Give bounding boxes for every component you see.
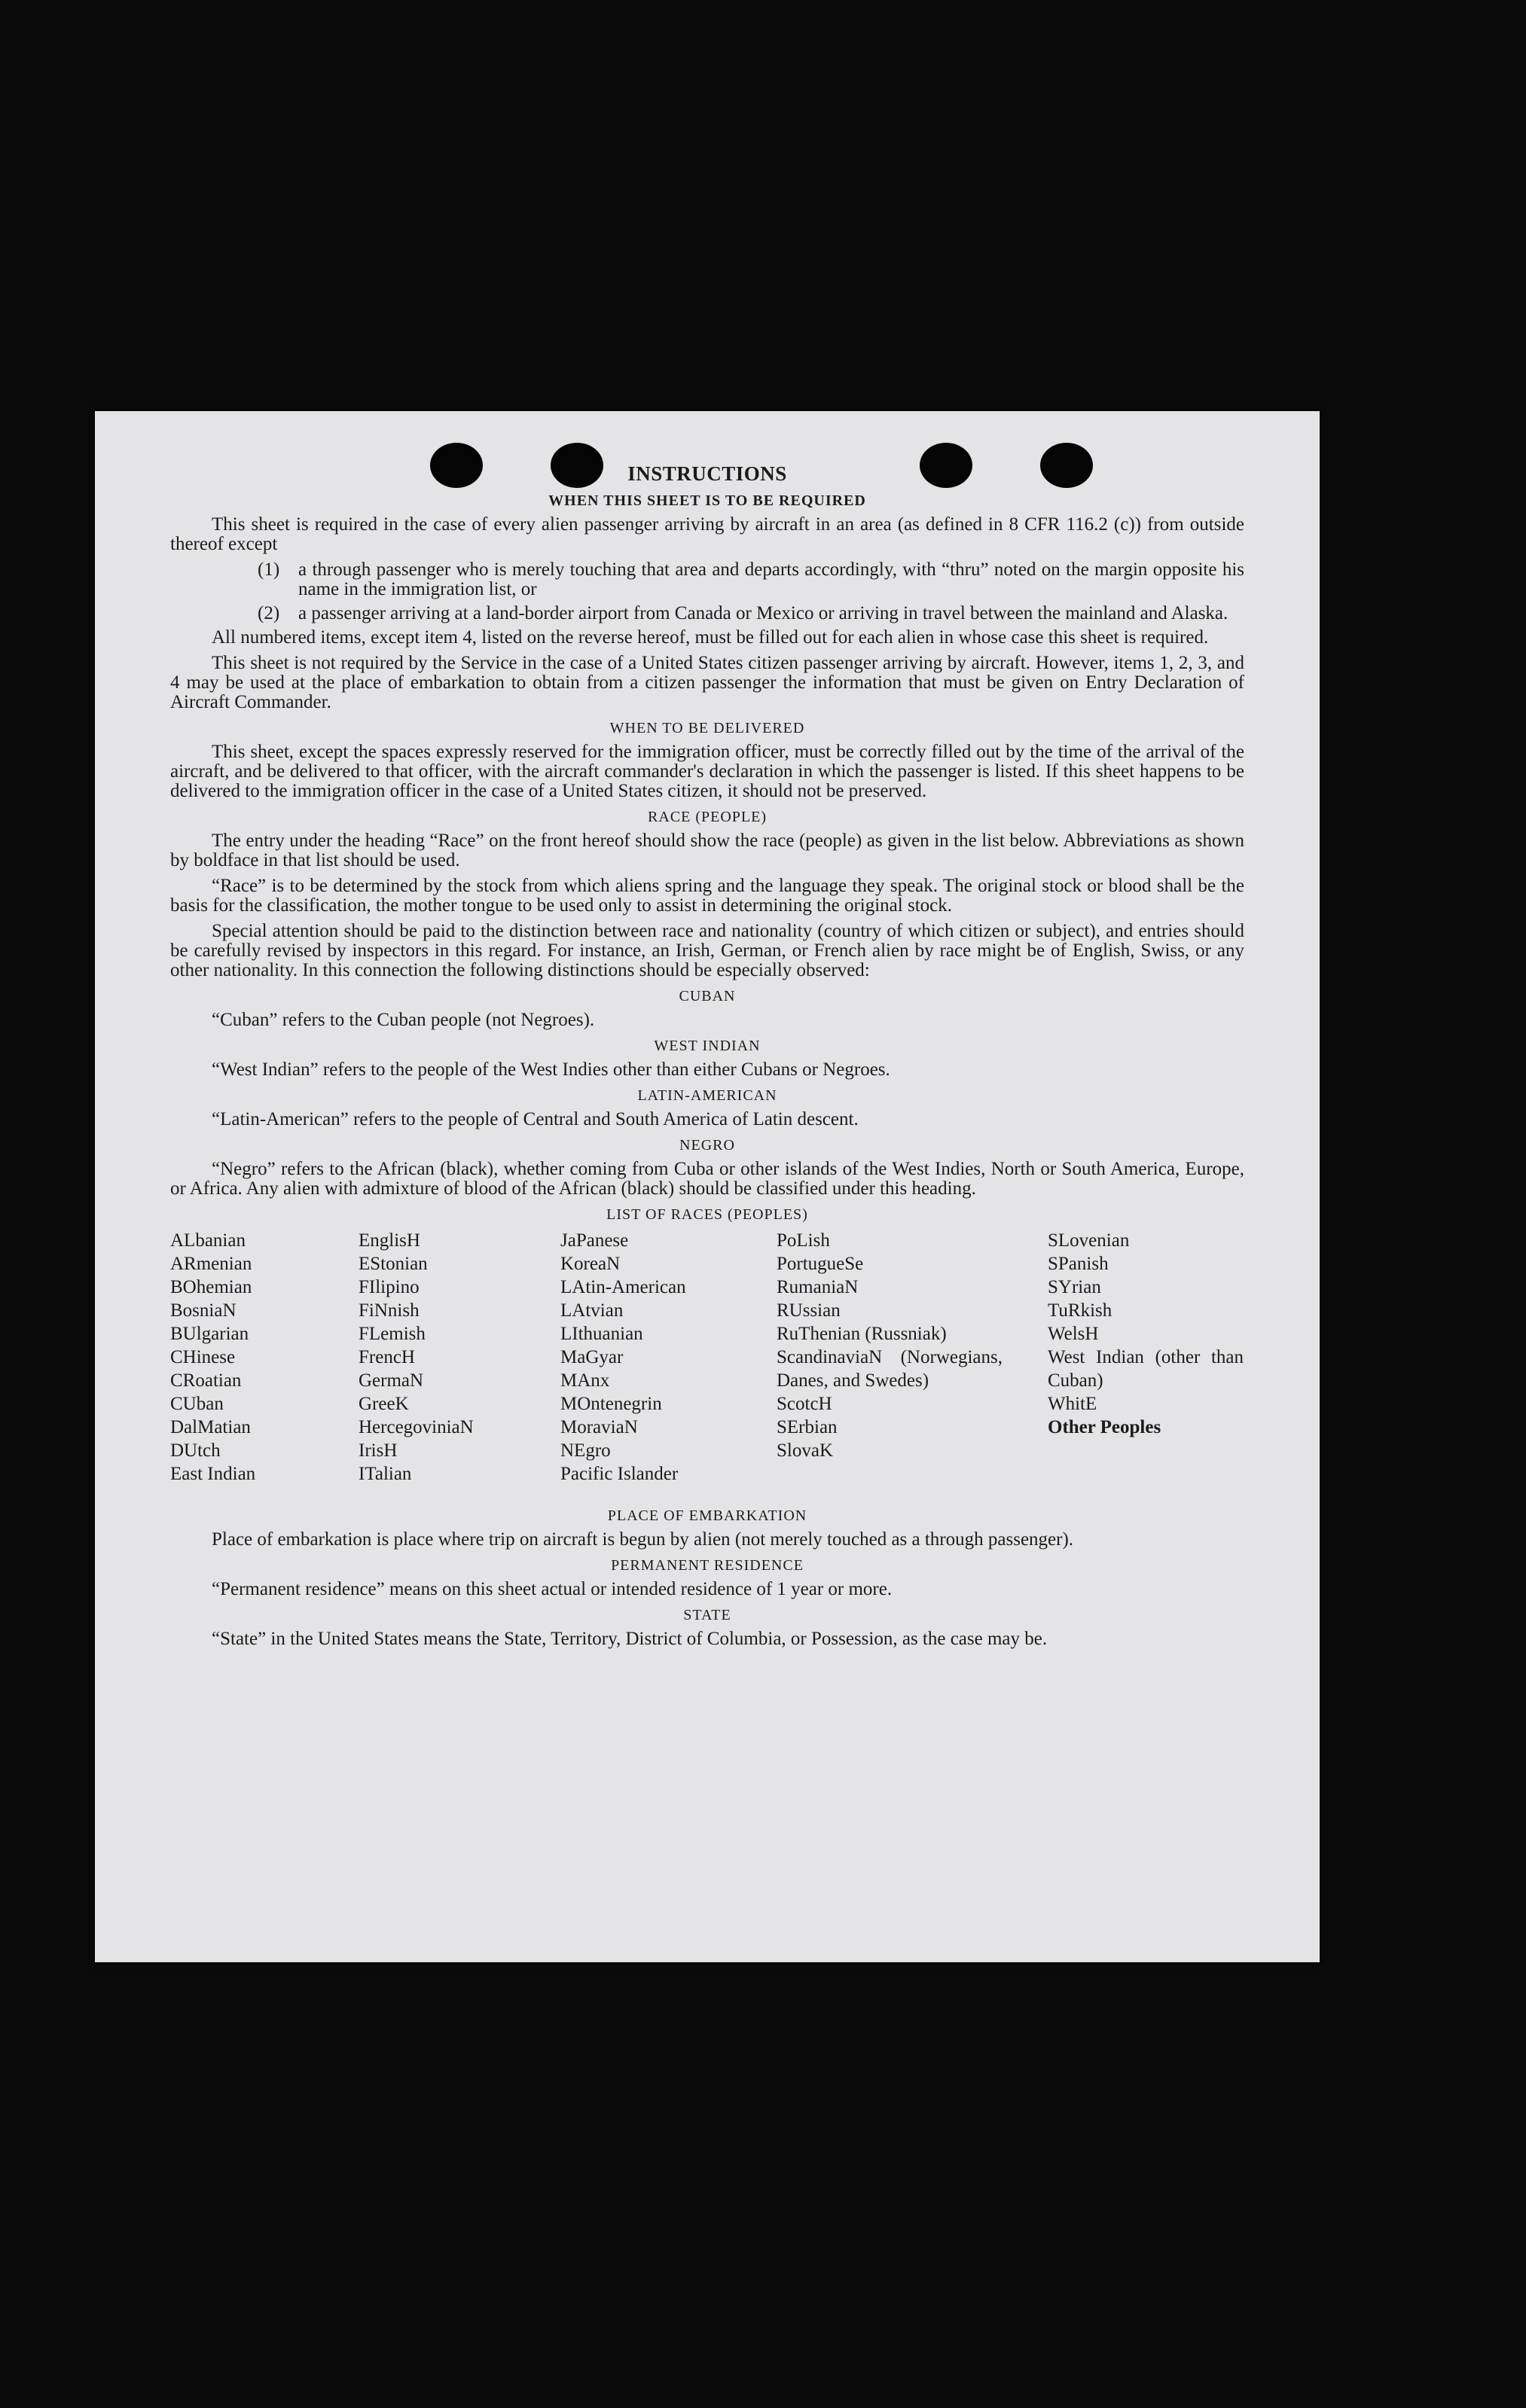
document-body bbox=[170, 464, 1244, 1655]
race-item: LAtvian bbox=[560, 1300, 624, 1321]
race-item: FIlipino bbox=[359, 1277, 420, 1297]
race-item: MoraviaN bbox=[560, 1417, 638, 1437]
race-column bbox=[170, 1229, 255, 1486]
section-heading: RACE (PEOPLE) bbox=[648, 809, 767, 825]
race-item: SErbian bbox=[777, 1417, 838, 1437]
race-item: DalMatian bbox=[170, 1417, 251, 1437]
race-item: PoLish bbox=[777, 1230, 830, 1251]
race-item: ALbanian bbox=[170, 1230, 246, 1251]
race-item: WhitE bbox=[1048, 1394, 1097, 1414]
race-item: MaGyar bbox=[560, 1347, 624, 1367]
paragraph: The entry under the heading “Race” on the front hereof should show the race (people) as given in the list below. Abbreviations as shown by boldface in that list should be used. bbox=[170, 831, 1244, 870]
race-column bbox=[359, 1229, 474, 1486]
race-item: FLemish bbox=[359, 1324, 426, 1344]
list-item bbox=[170, 604, 1244, 623]
race-item: SlovaK bbox=[777, 1440, 833, 1461]
section-heading: CUBAN bbox=[679, 988, 736, 1004]
race-item: CHinese bbox=[170, 1347, 236, 1367]
race-item: EnglisH bbox=[359, 1230, 420, 1251]
paragraph: “Race” is to be determined by the stock from which aliens spring and the language they speak. The original stock or blood shall be the basis for the classification, the mother tongue to be used only to assist in determining the original stock. bbox=[170, 876, 1244, 916]
page-title: INSTRUCTIONS bbox=[627, 462, 787, 485]
section-heading: LIST OF RACES (PEOPLES) bbox=[606, 1206, 808, 1223]
item-number: (2) bbox=[258, 603, 280, 623]
race-item: Other Peoples bbox=[1048, 1417, 1161, 1437]
paragraph: Place of embarkation is place where trip on aircraft is begun by alien (not merely touched as a through passenger). bbox=[212, 1529, 1074, 1550]
race-column bbox=[777, 1229, 1003, 1462]
section-heading: STATE bbox=[683, 1607, 731, 1623]
document-sheet bbox=[95, 411, 1320, 1962]
race-item: PortugueSe bbox=[777, 1254, 864, 1274]
race-item: RumaniaN bbox=[777, 1277, 859, 1297]
section-heading: PERMANENT RESIDENCE bbox=[611, 1557, 804, 1574]
paragraph: This sheet is not required by the Service in the case of a United States citizen passenger arriving by aircraft. However, items 1, 2, 3, and 4 may be used at the place of embarkation to obtain from a citizen passenger the information that must be given on Entry Declaration of Aircraft Commander. bbox=[170, 653, 1244, 712]
list-item bbox=[170, 560, 1244, 599]
race-item: Pacific Islander bbox=[560, 1464, 679, 1484]
race-item: RUssian bbox=[777, 1300, 841, 1321]
item-text: a through passenger who is merely touching that area and departs accordingly, with “thru” noted on the margin opposite his name in the immigration list, or bbox=[298, 559, 1244, 599]
race-item: BosniaN bbox=[170, 1300, 237, 1321]
paragraph: “West Indian” refers to the people of the West Indies other than either Cubans or Negroes. bbox=[212, 1059, 890, 1080]
race-item: ARmenian bbox=[170, 1254, 252, 1274]
item-text: a passenger arriving at a land-border airport from Canada or Mexico or arriving in travel between the mainland and Alaska. bbox=[298, 603, 1228, 623]
race-item: EStonian bbox=[359, 1254, 428, 1274]
paragraph: “Latin-American” refers to the people of Central and South America of Latin descent. bbox=[212, 1109, 859, 1129]
race-item: SPanish bbox=[1048, 1254, 1109, 1274]
paragraph: Special attention should be paid to the distinction between race and nationality (country of which citizen or subject), and entries should be carefully revised by inspectors in this regard. For instance, an Irish, German, or French alien by race might be of English, Swiss, or any other nationality. In this connection the following distinctions should be especially observed: bbox=[170, 921, 1244, 980]
race-column bbox=[1048, 1229, 1244, 1439]
race-item: BUlgarian bbox=[170, 1324, 249, 1344]
paragraph: This sheet, except the spaces expressly reserved for the immigration officer, must be correctly filled out by the time of the arrival of the aircraft, and be delivered to that officer, with the aircraft commander's declaration in which the passenger is listed. If this sheet happens to be delivered to the immigration officer in the case of a United States citizen, it should not be preserved. bbox=[170, 742, 1244, 801]
race-item: GreeK bbox=[359, 1394, 409, 1414]
section-heading: WHEN THIS SHEET IS TO BE REQUIRED bbox=[548, 492, 866, 509]
race-item: MAnx bbox=[560, 1370, 610, 1391]
paragraph: “Cuban” refers to the Cuban people (not Negroes). bbox=[212, 1010, 595, 1030]
race-item: LIthuanian bbox=[560, 1324, 643, 1344]
race-item: ITalian bbox=[359, 1464, 412, 1484]
race-item: SYrian bbox=[1048, 1277, 1101, 1297]
race-item: RuThenian (Russniak) bbox=[777, 1324, 947, 1344]
section-heading: WEST INDIAN bbox=[654, 1038, 761, 1054]
paragraph: “Negro” refers to the African (black), whether coming from Cuba or other islands of the West Indies, North or South America, Europe, or Africa. Any alien with admixture of blood of the African (black) should be classified under this heading. bbox=[170, 1159, 1244, 1199]
race-item: FrencH bbox=[359, 1347, 415, 1367]
race-item: ScotcH bbox=[777, 1394, 832, 1414]
section-heading: LATIN-AMERICAN bbox=[637, 1087, 777, 1104]
race-item: BOhemian bbox=[170, 1277, 252, 1297]
race-item: HercegoviniaN bbox=[359, 1417, 474, 1437]
race-item: FiNnish bbox=[359, 1300, 420, 1321]
race-item: CUban bbox=[170, 1394, 224, 1414]
race-item: KoreaN bbox=[560, 1254, 621, 1274]
race-item: ScandinaviaN (Norwegians, Danes, and Swedes) bbox=[777, 1347, 1003, 1391]
race-column bbox=[560, 1229, 686, 1486]
race-item: DUtch bbox=[170, 1440, 221, 1461]
race-item: TuRkish bbox=[1048, 1300, 1112, 1321]
paragraph: This sheet is required in the case of every alien passenger arriving by aircraft in an area (as defined in 8 CFR 116.2 (c)) from outside thereof except bbox=[170, 514, 1244, 554]
paragraph: “State” in the United States means the State, Territory, District of Columbia, or Possession, as the case may be. bbox=[212, 1629, 1048, 1649]
race-item: SLovenian bbox=[1048, 1230, 1130, 1251]
paragraph: “Permanent residence” means on this sheet actual or intended residence of 1 year or more. bbox=[212, 1579, 893, 1599]
paragraph: All numbered items, except item 4, listed on the reverse hereof, must be filled out for each alien in whose case this sheet is required. bbox=[212, 627, 1209, 648]
race-item: WelsH bbox=[1048, 1324, 1099, 1344]
section-heading: WHEN TO BE DELIVERED bbox=[609, 720, 805, 736]
section-heading: NEGRO bbox=[679, 1137, 735, 1154]
race-item: IrisH bbox=[359, 1440, 398, 1461]
race-list bbox=[170, 1229, 1244, 1500]
race-item: GermaN bbox=[359, 1370, 424, 1391]
race-item: CRoatian bbox=[170, 1370, 242, 1391]
race-item: LAtin-American bbox=[560, 1277, 686, 1297]
race-item: MOntenegrin bbox=[560, 1394, 662, 1414]
section-heading: PLACE OF EMBARKATION bbox=[607, 1507, 807, 1524]
race-item: West Indian (other than Cuban) bbox=[1048, 1347, 1244, 1391]
race-item: NEgro bbox=[560, 1440, 611, 1461]
item-number: (1) bbox=[258, 559, 280, 580]
race-item: East Indian bbox=[170, 1464, 256, 1484]
race-item: JaPanese bbox=[560, 1230, 629, 1251]
